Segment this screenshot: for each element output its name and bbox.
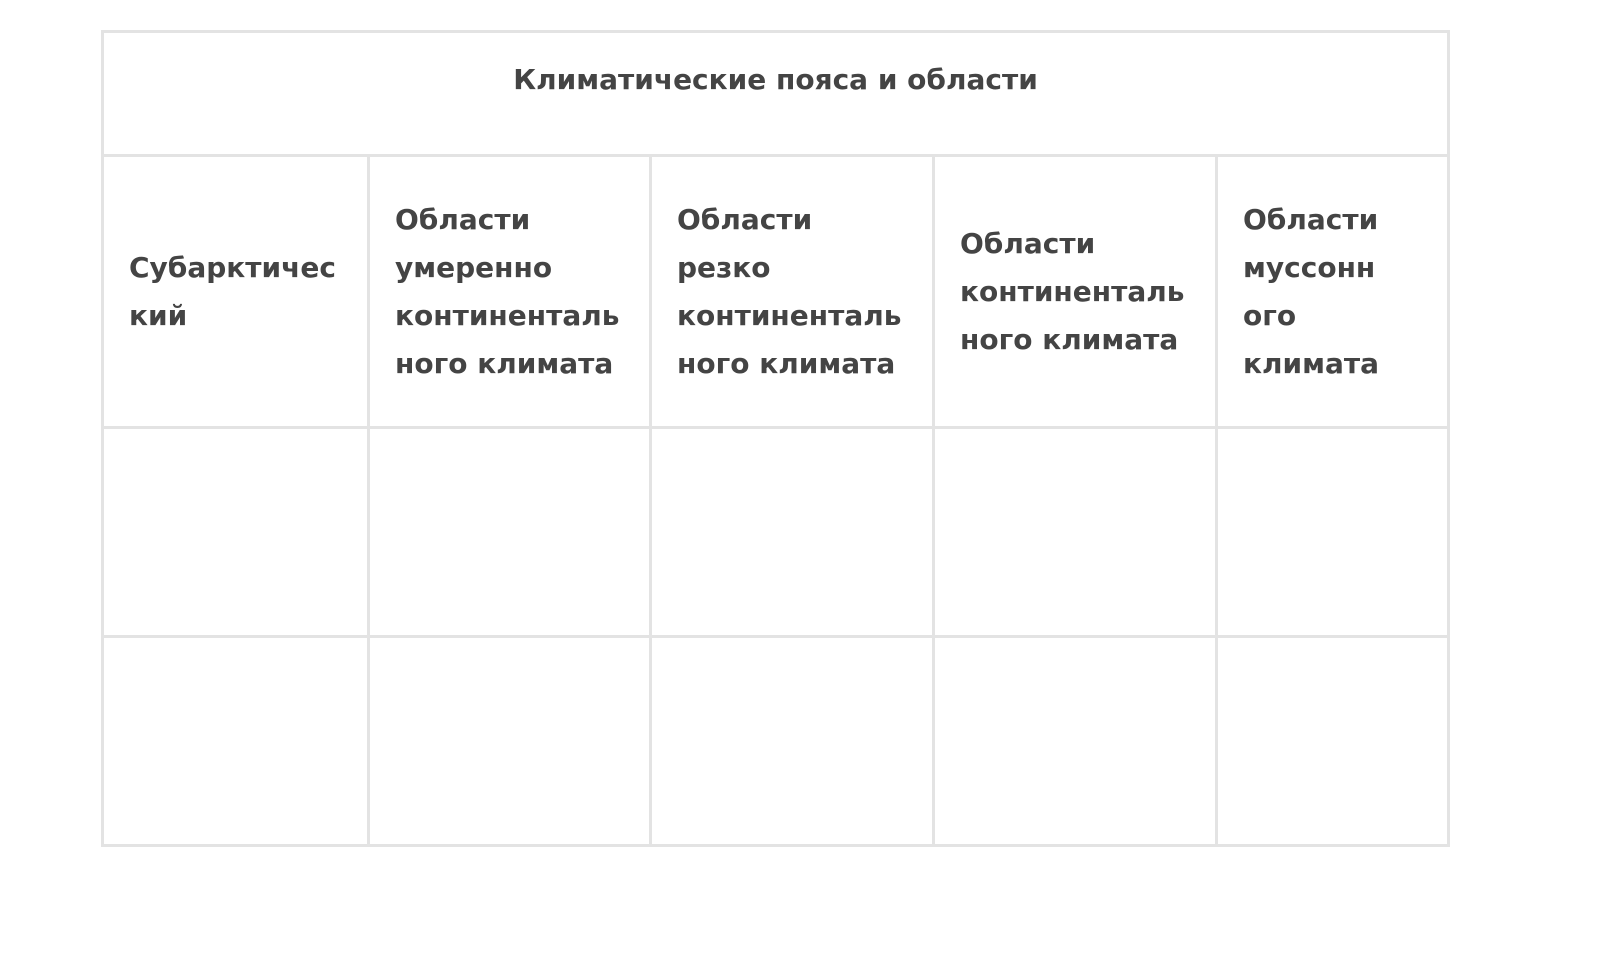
header-line: Области: [395, 202, 531, 236]
table-cell[interactable]: [934, 637, 1217, 846]
header-line: Области: [677, 202, 813, 236]
table-cell[interactable]: [369, 637, 651, 846]
header-line: континенталь: [395, 298, 620, 332]
header-line: Области: [960, 226, 1096, 260]
header-line: континенталь: [960, 274, 1185, 308]
table-cell[interactable]: [651, 428, 934, 637]
table-cell[interactable]: [1217, 428, 1449, 637]
header-line: Субарктичес: [129, 250, 336, 284]
header-line: климата: [1243, 346, 1380, 380]
table-cell[interactable]: [651, 637, 934, 846]
column-header-sharply-continental: [651, 156, 934, 428]
header-line: ного климата: [677, 346, 896, 380]
table-cell[interactable]: [103, 428, 369, 637]
table-title-row: [103, 32, 1449, 156]
column-header-monsoon: [1217, 156, 1449, 428]
header-line: Области: [1243, 202, 1379, 236]
column-header-subarctic: [103, 156, 369, 428]
column-header-continental: [934, 156, 1217, 428]
table-title: Климатические пояса и области: [103, 32, 1449, 156]
table-cell[interactable]: [934, 428, 1217, 637]
header-line: кий: [129, 298, 188, 332]
header-line: ного климата: [960, 322, 1179, 356]
column-header-moderate-continental: [369, 156, 651, 428]
climate-zones-table: [101, 30, 1450, 847]
table-cell[interactable]: [103, 637, 369, 846]
table-cell[interactable]: [369, 428, 651, 637]
table-header-row: [103, 156, 1449, 428]
table-row: [103, 637, 1449, 846]
table-row: [103, 428, 1449, 637]
table-cell[interactable]: [1217, 637, 1449, 846]
header-line: континенталь: [677, 298, 902, 332]
header-line: резко: [677, 250, 771, 284]
header-line: ого: [1243, 298, 1297, 332]
header-line: ного климата: [395, 346, 614, 380]
header-line: муссонн: [1243, 250, 1376, 284]
header-line: умеренно: [395, 250, 553, 284]
